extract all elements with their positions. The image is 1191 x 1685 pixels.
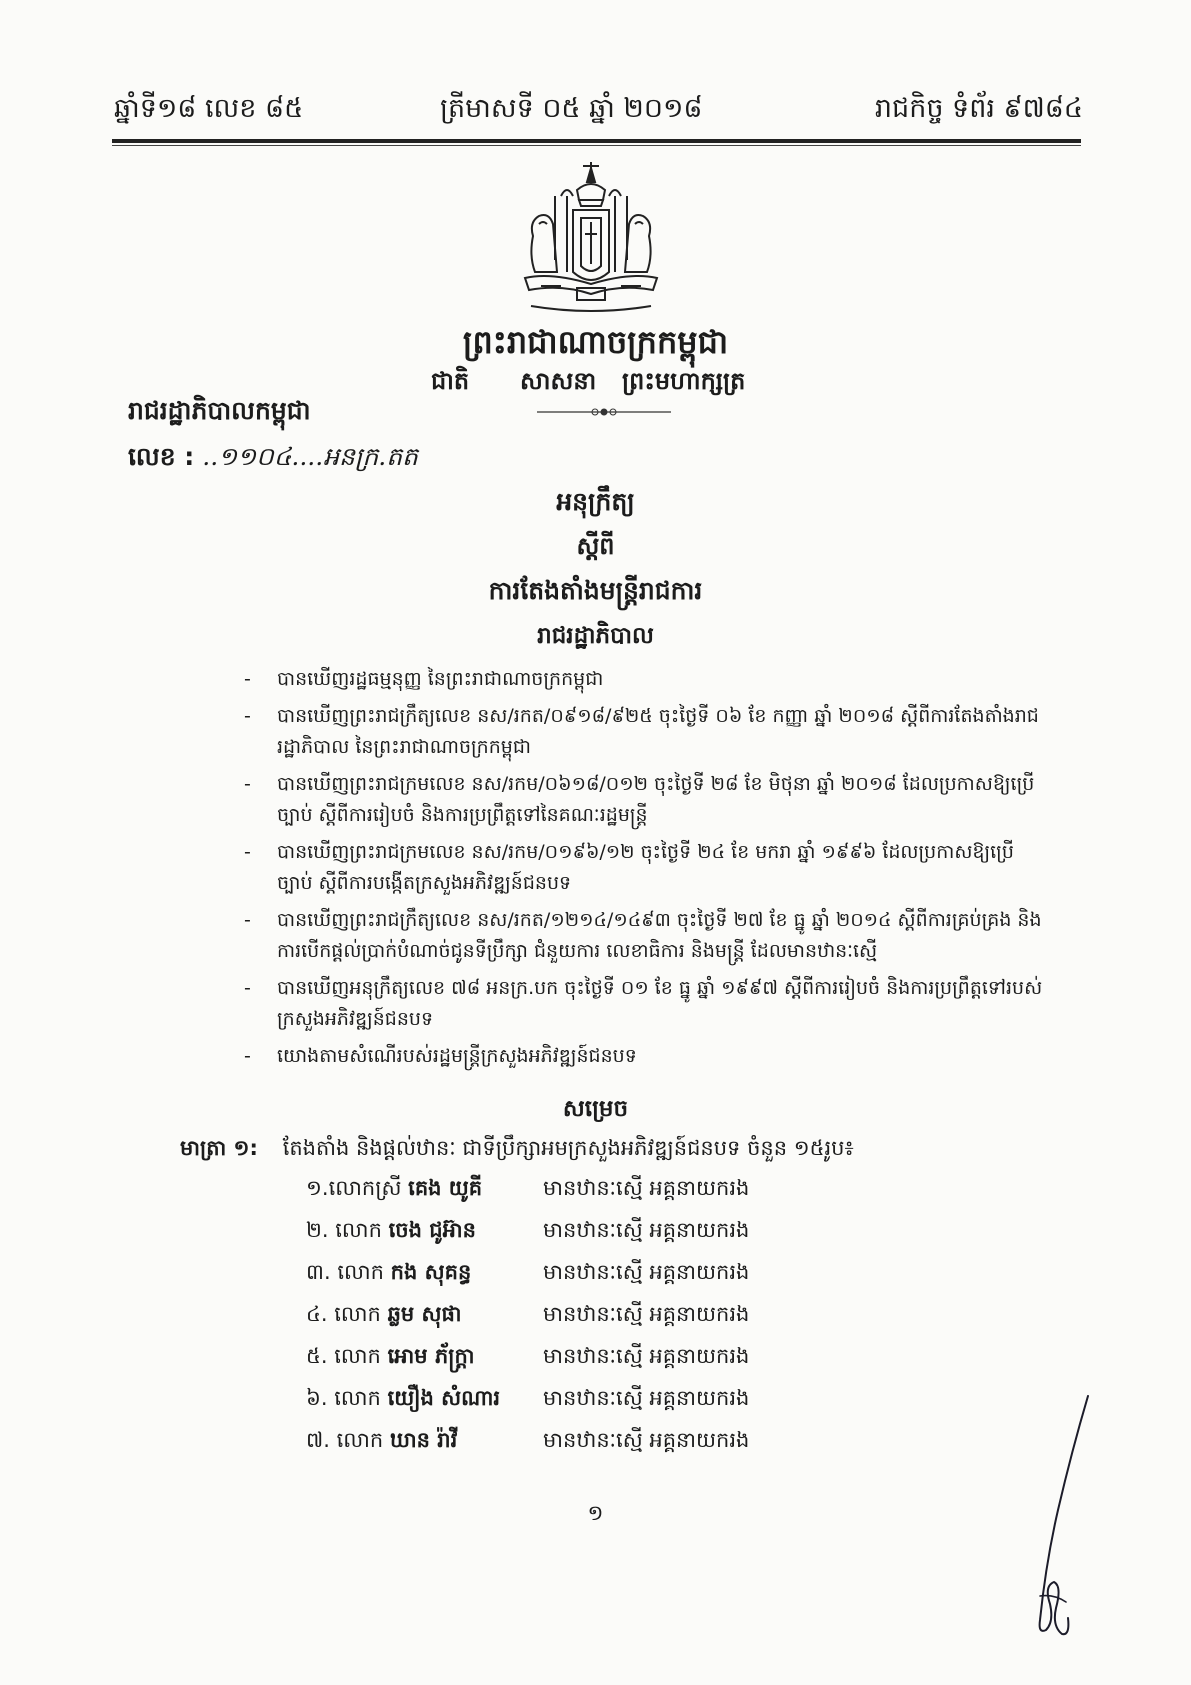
list-item: - បានឃើញព្រះរាជក្រមលេខ នស/រកម/០១៩៦/១២ ចុះថ្ងៃទី ២៤ ខែ មករា ឆ្នាំ ១៩៩៦ ដែលប្រកាសឱ្យប្រើច្បាប់ ស្តីពីការបង្កើតក្រសួងអភិវឌ្ឍន៍ជនបទ (244, 841, 1014, 894)
reference-number-line (128, 442, 418, 478)
header-rule-thick (112, 139, 1081, 143)
appointee-row: ៥. លោក អោម ភ័ក្ត្រា មានឋានៈស្មើ អគ្គនាយករង (306, 1344, 750, 1368)
royal-coat-of-arms-emblem (511, 160, 671, 320)
gazette-page: រាជកិច្ច ទំព័រ ៩៧៨៤ (874, 93, 1083, 124)
document-subject: ការតែងតាំងមន្ត្រីរាជការ (488, 576, 703, 605)
appointee-row: ១.លោកស្រី គេង យូគី មានឋានៈស្មើ អគ្គនាយករង (306, 1176, 750, 1200)
reference-label: លេខ : (128, 442, 195, 471)
article-text: តែងតាំង និងផ្តល់ឋានៈ ជាទីប្រឹក្សាអមក្រសួងអភិវឌ្ឍន៍ជនបទ ចំនួន ១៥រូប៖ (282, 1136, 854, 1160)
appointee-row: ៧. លោក ឃាន រ៉ាវី មានឋានៈស្មើ អគ្គនាយករង (306, 1428, 750, 1452)
decision-heading: សម្រេច (562, 1096, 629, 1122)
list-item: - បានឃើញព្រះរាជក្រឹត្យលេខ នស/រកត/១២១៤/១៤៩៣ ចុះថ្ងៃទី ២៧ ខែ ធ្នូ ឆ្នាំ ២០១៤ ស្តីពីការគ្រប់គ្រង និងការបើកផ្តល់ប្រាក់បំណាច់ជូនទីប្រឹក្សា ជំនួយការ លេខាធិការ និងមន្ត្រី ដែលមានឋានៈស្មើ (244, 909, 1042, 962)
header-rule-thin (112, 145, 1081, 146)
handwritten-signature (1010, 1390, 1100, 1640)
document-type: អនុក្រឹត្យ (556, 487, 635, 516)
gazette-quarter: ត្រីមាសទី ០៥ ឆ្នាំ ២០១៨ (440, 93, 703, 124)
motto-king: ព្រះមហាក្សត្រ (622, 367, 746, 395)
reference-number: ..១១០៤....អនក្រ.តត (202, 442, 418, 471)
page-number: ១ (587, 1501, 604, 1525)
appointee-list (306, 1175, 806, 1469)
appointee-row: ២. លោក ចេង ជូអ៊ាន មានឋានៈស្មើ អគ្គនាយករង (306, 1218, 750, 1242)
appointee-row: ៣. លោក កង សុគន្ធ មានឋានៈស្មើ អគ្គនាយករង (306, 1260, 750, 1284)
issuer-heading: រាជរដ្ឋាភិបាល (537, 623, 654, 649)
ornament-divider (537, 406, 671, 418)
motto-nation: ជាតិ (431, 367, 470, 395)
government-name: រាជរដ្ឋាភិបាលកម្ពុជា (128, 396, 311, 425)
appointee-row: ៤. លោក ឆ្លម សុផា មានឋានៈស្មើ អគ្គនាយករង (306, 1302, 750, 1326)
visa-list (244, 664, 1044, 1078)
gazette-issue: ឆ្នាំទី១៨ លេខ ៨៥ (114, 93, 304, 124)
list-item: - បានឃើញព្រះរាជក្រឹត្យលេខ នស/រកត/០៩១៨/៩២៥ ចុះថ្ងៃទី ០៦ ខែ កញ្ញា ឆ្នាំ ២០១៨ ស្តីពីការតែងតាំងរាជរដ្ឋាភិបាល នៃព្រះរាជាណាចក្រកម្ពុជា (244, 705, 1039, 758)
list-item: - យោងតាមសំណើរបស់រដ្ឋមន្ត្រីក្រសួងអភិវឌ្ឍន៍ជនបទ (244, 1045, 637, 1067)
kingdom-title: ព្រះរាជាណាចក្រកម្ពុជា (462, 323, 729, 361)
document-about: ស្តីពី (576, 532, 615, 560)
appointee-row: ៦. លោក យឿង សំណារ មានឋានៈស្មើ អគ្គនាយករង (306, 1386, 750, 1410)
list-item: - បានឃើញអនុក្រឹត្យលេខ ៧៨ អនក្រ.បក ចុះថ្ងៃទី ០១ ខែ ធ្នូ ឆ្នាំ ១៩៩៧ ស្តីពីការរៀបចំ និងការប្រព្រឹត្តទៅរបស់ក្រសួងអភិវឌ្ឍន៍ជនបទ (244, 977, 1043, 1030)
article-1 (180, 1135, 854, 1166)
article-label: មាត្រា ១: (180, 1136, 258, 1160)
motto-religion: សាសនា (520, 367, 597, 395)
list-item: - បានឃើញព្រះរាជក្រមលេខ នស/រកម/០៦១៨/០១២ ចុះថ្ងៃទី ២៨ ខែ មិថុនា ឆ្នាំ ២០១៨ ដែលប្រកាសឱ្យប្រើច្បាប់ ស្តីពីការរៀបចំ និងការប្រព្រឹត្តទៅនៃគណៈរដ្ឋមន្ត្រី (244, 773, 1035, 826)
list-item: - បានឃើញរដ្ឋធម្មនុញ្ញ នៃព្រះរាជាណាចក្រកម្ពុជា (244, 668, 604, 690)
